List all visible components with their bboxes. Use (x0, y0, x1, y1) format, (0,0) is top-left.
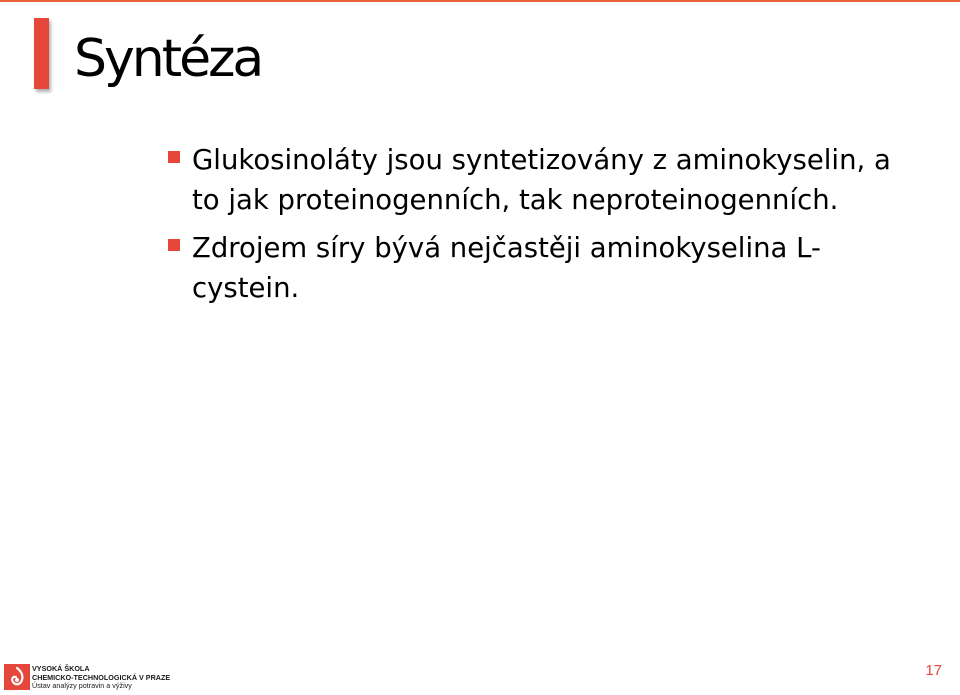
square-bullet-icon (168, 151, 180, 163)
slide-title: Syntéza (74, 29, 262, 89)
bullet-item (168, 228, 908, 308)
logo-line-institute: Ústav analýzy potravin a výživy (32, 681, 132, 690)
logo-line-university: CHEMICKO-TECHNOLOGICKÁ V PRAZE (32, 672, 171, 682)
top-accent-line (0, 0, 960, 2)
bullet-text: Zdrojem síry bývá nejčastěji aminokyselina L-cystein. (192, 232, 821, 304)
page-number: 17 (925, 662, 942, 679)
logo-line-school: VYSOKÁ ŠKOLA (32, 664, 90, 673)
footer-logo (4, 662, 171, 692)
title-accent-bar (34, 18, 49, 89)
bullet-text: Glukosinoláty jsou syntetizovány z aminokyselin, a to jak proteinogenních, tak neproteinogenních. (192, 144, 891, 216)
bullet-list (168, 140, 908, 316)
square-bullet-icon (168, 239, 180, 251)
bullet-item (168, 140, 908, 220)
logo-text (32, 665, 170, 691)
vscht-flask-logo-icon (4, 664, 30, 690)
